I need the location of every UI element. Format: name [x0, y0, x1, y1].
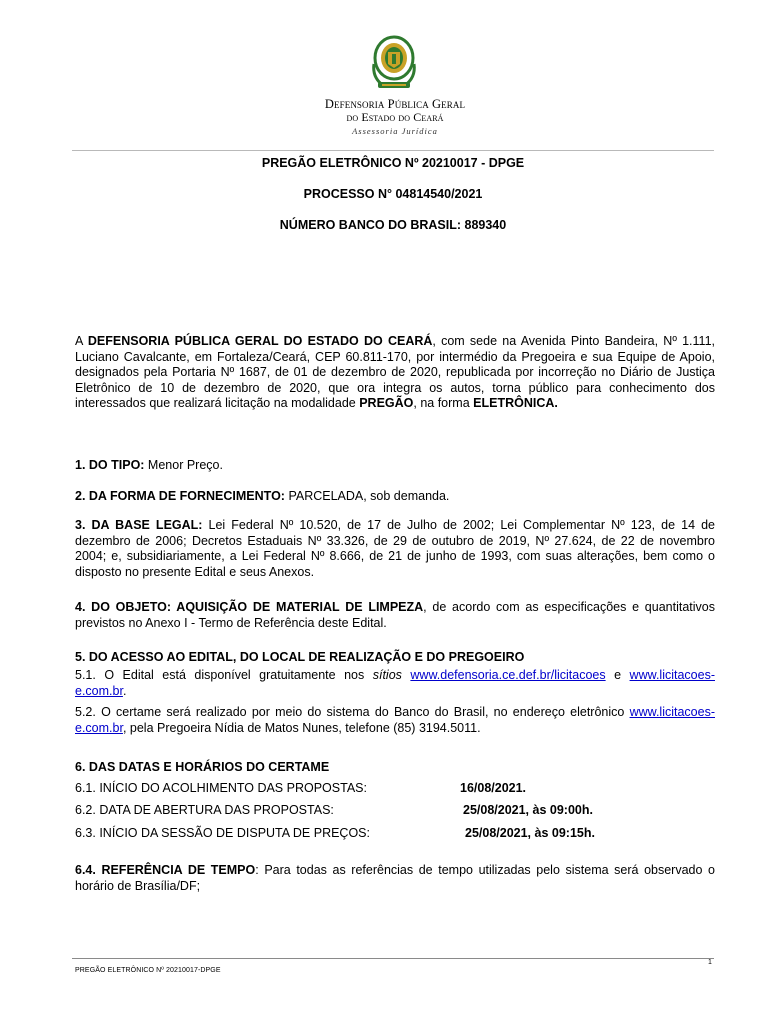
- referencia-tempo-text: : Para todas as referências de tempo utilizadas pelo sistema será observado o horário de Brasília/DF;: [75, 863, 716, 893]
- section-datas-heading: 6. DAS DATAS E HORÁRIOS DO CERTAME: [75, 760, 330, 774]
- pregao-heading: PREGÃO ELETRÔNICO Nº 20210017 - DPGE: [261, 156, 525, 170]
- intro-text-3: , na forma: [413, 396, 474, 411]
- section-referencia-tempo: [75, 863, 715, 894]
- date-row-value: 25/08/2021, às 09:00h.: [463, 803, 593, 817]
- date-row: [75, 781, 715, 797]
- section-objeto-label: 4. DO OBJETO: AQUISIÇÃO DE MATERIAL DE LIMPEZA: [75, 600, 424, 614]
- date-row-label: 6.1. INÍCIO DO ACOLHIMENTO DAS PROPOSTAS:: [75, 781, 367, 795]
- organization-state: do Estado do Ceará: [346, 110, 444, 124]
- date-row-label: 6.2. DATA DE ABERTURA DAS PROPOSTAS:: [75, 803, 334, 817]
- section-fornecimento-label: 2. DA FORMA DE FORNECIMENTO:: [75, 489, 285, 503]
- section-acesso-5-1: [75, 668, 715, 699]
- referencia-tempo-label: 6.4. REFERÊNCIA DE TEMPO: [75, 863, 256, 877]
- section-objeto: [75, 600, 715, 631]
- organization-name: Defensoria Pública Geral: [324, 97, 466, 111]
- section-base-legal-text: Lei Federal Nº 10.520, de 17 de Julho de 2002; Lei Complementar Nº 123, de 14 de dezembro de 2006; Decretos Estaduais Nº 33.326, de 29 de outubro de 2019, Nº 27.624, de 22 de novembro 2004; e, subsidiariamente, a Lei Federal Nº 8.666, de 21 de junho de 1993, com suas alterações, bem como o disposto no presente Edital e seus Anexos.: [75, 518, 715, 579]
- acesso-5-1-text-3: e: [605, 668, 630, 682]
- licitacoes-link[interactable]: www.licitacoes-e.com.br: [75, 668, 715, 698]
- footer-text: PREGÃO ELETRÔNICO Nº 20210017-DPGE: [75, 967, 221, 974]
- date-row: [75, 826, 715, 842]
- banco-heading: NÚMERO BANCO DO BRASIL: 889340: [279, 218, 507, 232]
- date-row-value: 16/08/2021.: [460, 781, 527, 795]
- acesso-5-2-text-1: 5.2. O certame será realizado por meio do sistema do Banco do Brasil, no endereço eletrônico: [75, 705, 630, 719]
- section-tipo: [75, 458, 715, 474]
- intro-form: ELETRÔNICA.: [473, 396, 558, 411]
- section-fornecimento-text: PARCELADA, sob demanda.: [284, 489, 450, 503]
- acesso-5-2-text-2: , pela Pregoeira Nídia de Matos Nunes, telefone (85) 3194.5011.: [122, 720, 481, 735]
- department-name: Assessoria Jurídica: [352, 126, 438, 136]
- intro-paragraph: [75, 334, 715, 412]
- acesso-5-1-text-4: .: [122, 683, 127, 698]
- processo-heading: PROCESSO N° 04814540/2021: [303, 187, 483, 201]
- date-row-label: 6.3. INÍCIO DA SESSÃO DE DISPUTA DE PREÇOS:: [75, 826, 370, 840]
- section-tipo-text: Menor Preço.: [144, 458, 223, 472]
- date-row: [75, 803, 715, 819]
- section-fornecimento: [75, 489, 715, 505]
- section-objeto-text: , de acordo com as especificações e quantitativos previstos no Anexo I - Termo de Referência deste Edital.: [75, 600, 715, 630]
- intro-text-1: A: [75, 334, 88, 348]
- footer-divider: [72, 958, 714, 959]
- section-acesso-heading: 5. DO ACESSO AO EDITAL, DO LOCAL DE REALIZAÇÃO E DO PREGOEIRO: [75, 650, 525, 664]
- page-number: 1: [708, 959, 712, 966]
- licitacoes-link-2[interactable]: www.licitacoes-e.com.br: [75, 705, 715, 735]
- header-divider: [72, 150, 714, 151]
- intro-org-name: DEFENSORIA PÚBLICA GERAL DO ESTADO DO CEARÁ: [87, 334, 433, 348]
- date-row-value: 25/08/2021, às 09:15h.: [465, 826, 595, 840]
- acesso-5-1-text-1: 5.1. O Edital está disponível gratuitamente nos: [75, 668, 373, 682]
- section-acesso-5-2: [75, 705, 715, 736]
- acesso-5-1-italic: sítios: [372, 668, 402, 682]
- defensoria-link[interactable]: www.defensoria.ce.def.br/licitacoes: [410, 668, 606, 682]
- intro-modality: PREGÃO: [359, 396, 414, 411]
- section-base-legal-label: 3. DA BASE LEGAL:: [75, 518, 203, 532]
- defensoria-coat-of-arms-icon: [366, 34, 422, 94]
- section-tipo-label: 1. DO TIPO:: [75, 458, 145, 472]
- section-base-legal: [75, 518, 715, 580]
- intro-text-2: , com sede na Avenida Pinto Bandeira, Nº 1.111, Luciano Cavalcante, em Fortaleza/Ceará, CEP 60.811-170, por intermédio da Pregoeira e sua Equipe de Apoio, designados pela Portaria Nº 1687, de 01 de dezembro de 2020, republicada por incorreção no Diário de Justiça Eletrônico de 10 de dezembro de 2020, que ora integra os autos, torna público para conhecimento dos interessados que realizará licitação na modalidade: [75, 334, 716, 411]
